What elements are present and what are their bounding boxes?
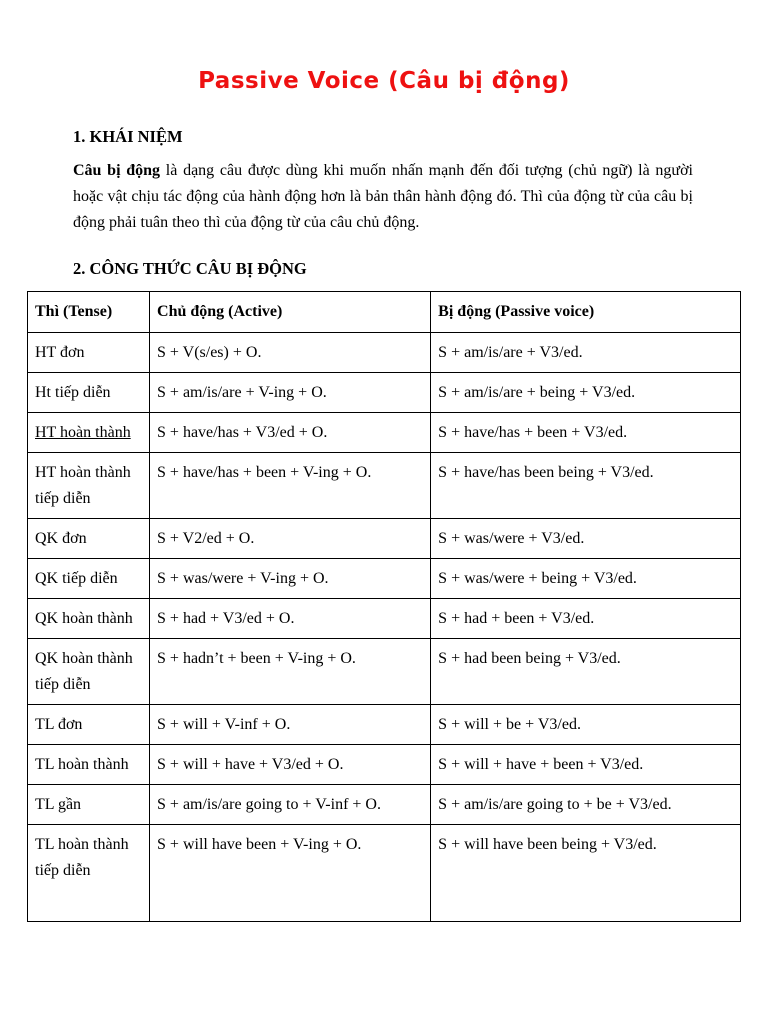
table-row xyxy=(28,559,741,599)
table-row xyxy=(28,639,741,705)
active-formula-cell: S + will + V-inf + O. xyxy=(150,705,431,745)
active-formula-cell: S + am/is/are + V-ing + O. xyxy=(150,373,431,413)
active-formula-cell: S + had + V3/ed + O. xyxy=(150,599,431,639)
table-header-row xyxy=(28,292,741,333)
passive-formula-cell: S + am/is/are going to + be + V3/ed. xyxy=(431,785,741,825)
active-formula-cell: S + am/is/are going to + V-inf + O. xyxy=(150,785,431,825)
header-tense: Thì (Tense) xyxy=(28,292,150,333)
passive-formula-cell: S + will + be + V3/ed. xyxy=(431,705,741,745)
passive-formula-cell: S + was/were + being + V3/ed. xyxy=(431,559,741,599)
table-row xyxy=(28,333,741,373)
table-row xyxy=(28,745,741,785)
document-title: Passive Voice (Câu bị động) xyxy=(198,68,570,94)
table-row xyxy=(28,825,741,922)
passive-formula-cell: S + had + been + V3/ed. xyxy=(431,599,741,639)
passive-formula-cell: S + was/were + V3/ed. xyxy=(431,519,741,559)
passive-formula-cell: S + have/has + been + V3/ed. xyxy=(431,413,741,453)
passive-formula-cell: S + will + have + been + V3/ed. xyxy=(431,745,741,785)
table-row xyxy=(28,599,741,639)
table-row xyxy=(28,373,741,413)
tense-cell: HT đơn xyxy=(28,333,150,373)
active-formula-cell: S + hadn’t + been + V-ing + O. xyxy=(150,639,431,705)
concept-text: là dạng câu được dùng khi muốn nhấn mạnh đến đối tượng (chủ ngữ) là người hoặc vật chịu tác động của hành động hơn là bản thân hành động đó. Thì của động từ của câu bị động phải tuân theo thì của động từ của câu chủ động. xyxy=(73,162,694,231)
passive-formula-cell: S + will have been being + V3/ed. xyxy=(431,825,741,922)
active-formula-cell: S + will + have + V3/ed + O. xyxy=(150,745,431,785)
passive-formula-cell: S + am/is/are + being + V3/ed. xyxy=(431,373,741,413)
active-formula-cell: S + have/has + been + V-ing + O. xyxy=(150,453,431,519)
table-row xyxy=(28,413,741,453)
header-active: Chủ động (Active) xyxy=(150,292,431,333)
tense-cell: HT hoàn thành xyxy=(28,413,150,453)
tense-cell: QK hoàn thành tiếp diễn xyxy=(28,639,150,705)
tense-cell: TL hoàn thành tiếp diễn xyxy=(28,825,150,922)
tense-cell: HT hoàn thành tiếp diễn xyxy=(28,453,150,519)
table-row xyxy=(28,519,741,559)
table-row xyxy=(28,705,741,745)
passive-voice-table xyxy=(27,291,741,922)
passive-formula-cell: S + had been being + V3/ed. xyxy=(431,639,741,705)
concept-term: Câu bị động xyxy=(73,162,161,179)
tense-cell: TL gần xyxy=(28,785,150,825)
active-formula-cell: S + have/has + V3/ed + O. xyxy=(150,413,431,453)
active-formula-cell: S + will have been + V-ing + O. xyxy=(150,825,431,922)
tense-cell: TL đơn xyxy=(28,705,150,745)
passive-formula-cell: S + am/is/are + V3/ed. xyxy=(431,333,741,373)
passive-formula-cell: S + have/has been being + V3/ed. xyxy=(431,453,741,519)
active-formula-cell: S + V(s/es) + O. xyxy=(150,333,431,373)
header-passive: Bị động (Passive voice) xyxy=(431,292,741,333)
active-formula-cell: S + V2/ed + O. xyxy=(150,519,431,559)
tense-cell: TL hoàn thành xyxy=(28,745,150,785)
tense-cell: QK hoàn thành xyxy=(28,599,150,639)
concept-paragraph xyxy=(73,158,693,236)
tense-cell: QK đơn xyxy=(28,519,150,559)
table-row xyxy=(28,453,741,519)
section-heading-concept: 1. KHÁI NIỆM xyxy=(73,127,183,146)
tense-cell: QK tiếp diễn xyxy=(28,559,150,599)
active-formula-cell: S + was/were + V-ing + O. xyxy=(150,559,431,599)
table-row xyxy=(28,785,741,825)
section-heading-formula: 2. CÔNG THỨC CÂU BỊ ĐỘNG xyxy=(73,259,307,278)
tense-cell: Ht tiếp diễn xyxy=(28,373,150,413)
